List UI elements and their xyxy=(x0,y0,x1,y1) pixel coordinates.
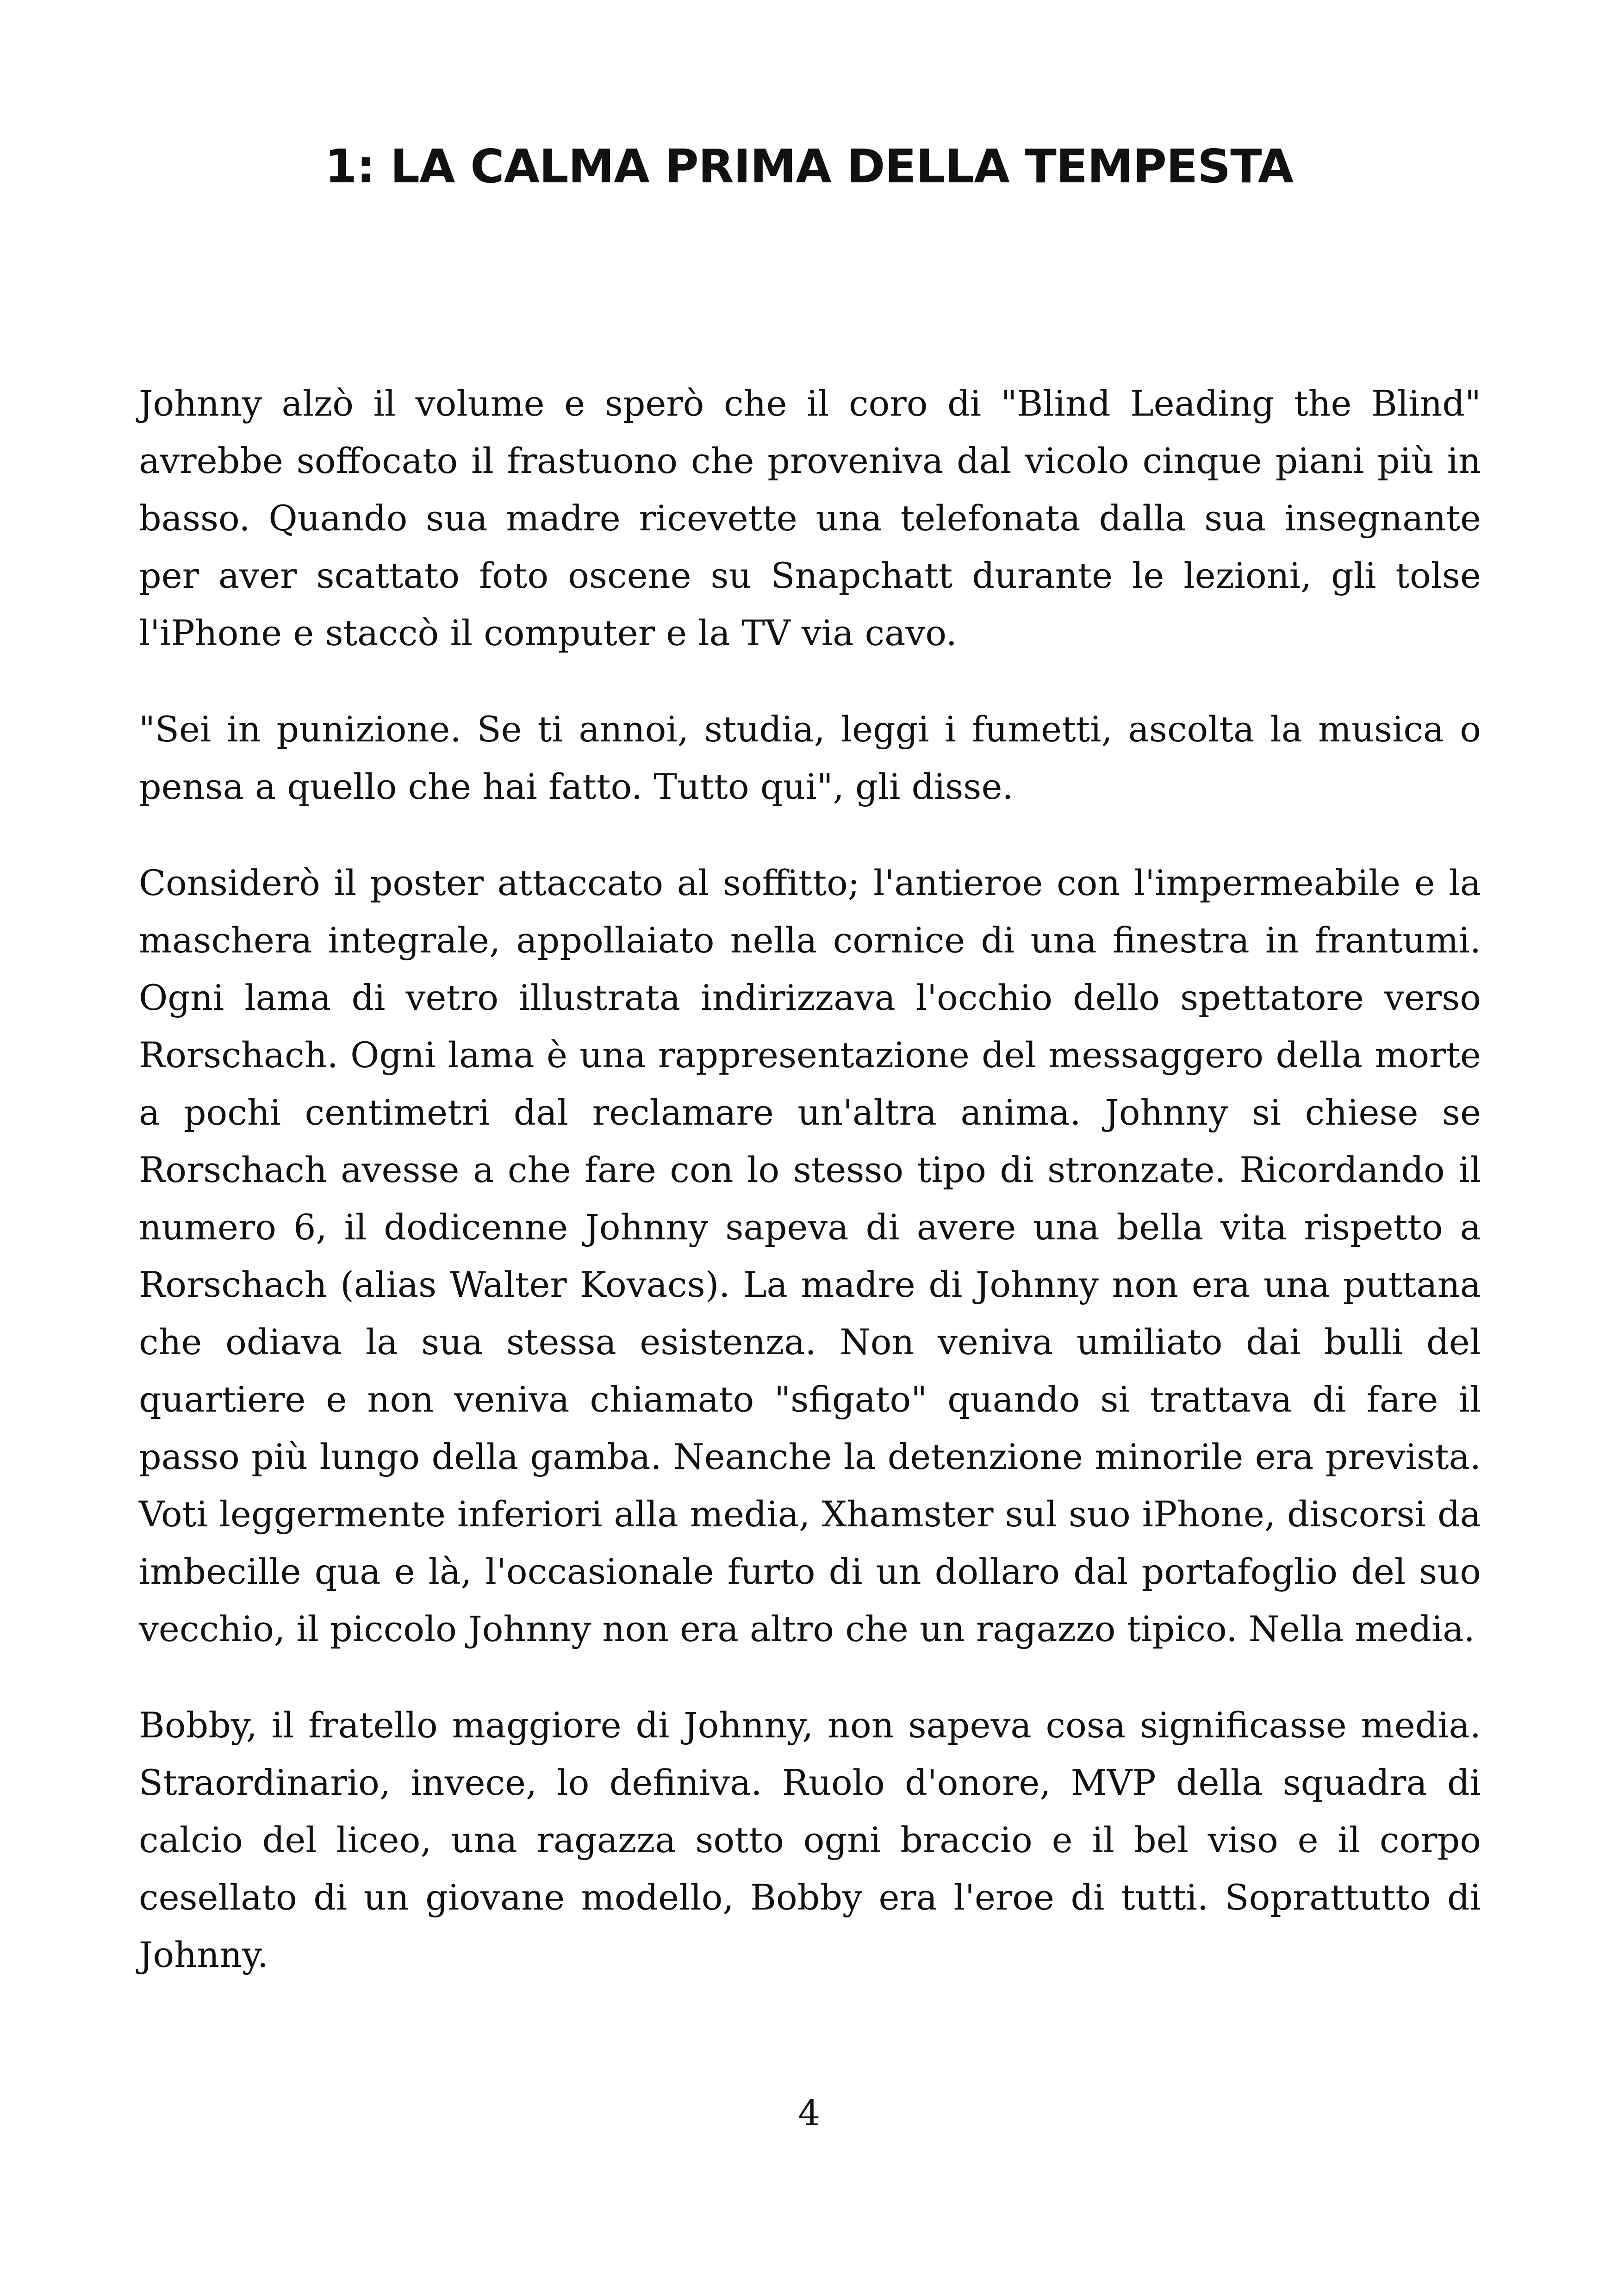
paragraph: Considerò il poster attaccato al soffitto; l'antieroe con l'impermeabile e la maschera integrale, appollaiato nella cornice di una finestra in frantumi. Ogni lama di vetro illustrata indirizzava l'occhio dello spettatore verso Rorschach. Ogni lama è una rappresentazione del messaggero della morte a pochi centimetri dal reclamare un'altra anima. Johnny si chiese se Rorschach avesse a che fare con lo stesso tipo di stronzate. Ricordando il numero 6, il dodicenne Johnny sapeva di avere una bella vita rispetto a Rorschach (alias Walter Kovacs). La madre di Johnny non era una puttana che odiava la sua stessa esistenza. Non veniva umiliato dai bulli del quartiere e non veniva chiamato "sfigato" quando si trattava di fare il passo più lungo della gamba. Neanche la detenzione minorile era prevista. Voti leggermente inferiori alla media, Xhamster sul suo iPhone, discorsi da imbecille qua e là, l'occasionale furto di un dollaro dal portafoglio del suo vecchio, il piccolo Johnny non era altro che un ragazzo tipico. Nella media. xyxy=(139,862,1481,1649)
chapter-body xyxy=(139,375,1481,2022)
page-number: 4 xyxy=(797,2092,821,2134)
chapter-title: 1: LA CALMA PRIMA DELLA TEMPESTA xyxy=(324,139,1294,193)
paragraph: "Sei in punizione. Se ti annoi, studia, leggi i fumetti, ascolta la musica o pensa a quello che hai fatto. Tutto qui", gli disse. xyxy=(139,709,1481,807)
paragraph: Bobby, il fratello maggiore di Johnny, non sapeva cosa significasse media. Straordinario, invece, lo definiva. Ruolo d'onore, MVP della squadra di calcio del liceo, una ragazza sotto ogni braccio e il bel viso e il corpo cesellato di un giovane modello, Bobby era l'eroe di tutti. Soprattutto di Johnny. xyxy=(139,1705,1481,1975)
paragraph: Johnny alzò il volume e sperò che il coro di "Blind Leading the Blind" avrebbe soffocato il frastuono che proveniva dal vicolo cinque piani più in basso. Quando sua madre ricevette una telefonata dalla sua insegnante per aver scattato foto oscene su Snapchatt durante le lezioni, gli tolse l'iPhone e staccò il computer e la TV via cavo. xyxy=(139,383,1481,653)
